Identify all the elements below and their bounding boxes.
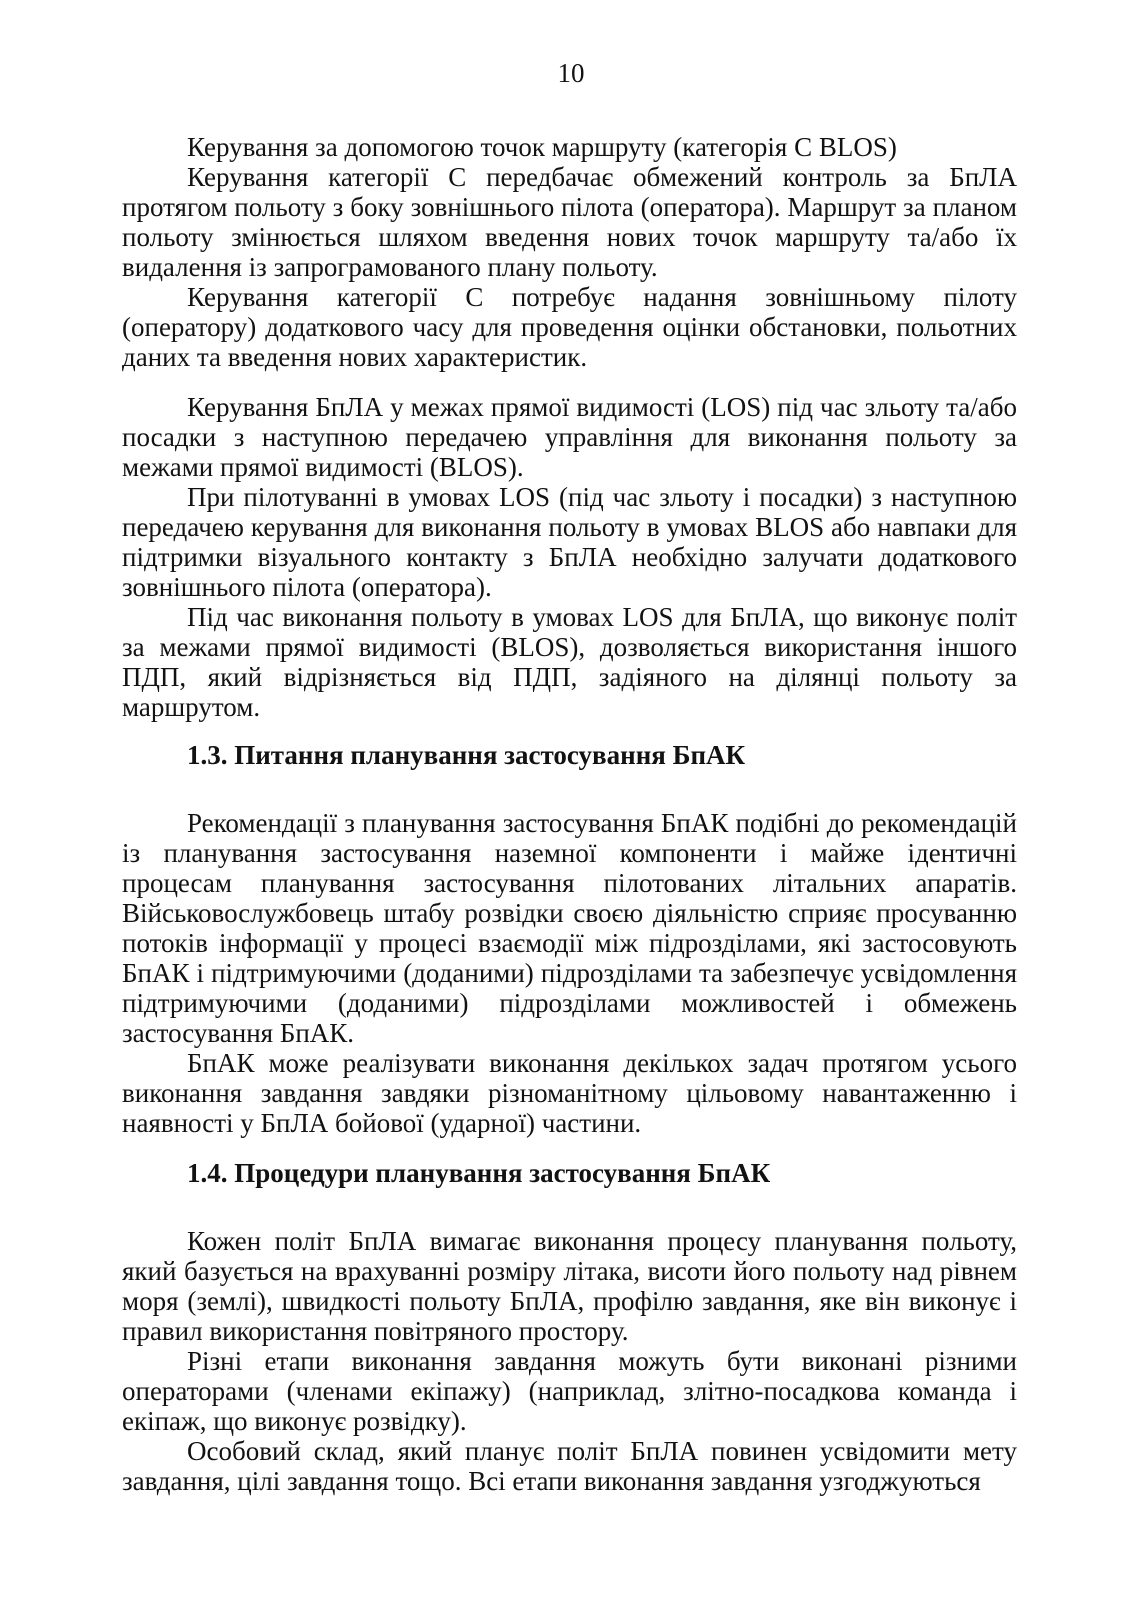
paragraph-flight-planning-process: Кожен політ БпЛА вимагає виконання процесу планування польоту, який базується на врахуванні розміру літака, висоти його польоту над рівнем моря (землі), швидкості польоту БпЛА, профілю завдання, яке він виконує і правил використання повітряного простору.	[122, 1226, 1017, 1346]
paragraph-waypoint-control: Керування за допомогою точок маршруту (категорія С BLOS)	[187, 132, 897, 162]
paragraph-los-flight-pdp: Під час виконання польоту в умовах LOS для БпЛА, що виконує політ за межами прямої видимості (BLOS), дозволяється використання іншого ПДП, який відрізняється від ПДП, задіяного на ділянці польоту за маршрутом.	[122, 602, 1017, 722]
paragraph-multiple-tasks: БпАК може реалізувати виконання декількох задач протягом усього виконання завдання завдяки різноманітному цільовому навантаженню і наявності у БпЛА бойової (ударної) частини.	[122, 1048, 1017, 1138]
paragraph-personnel-planning: Особовий склад, який планує політ БпЛА повинен усвідомити мету завдання, цілі завдання тощо. Всі етапи виконання завдання узгоджуються	[122, 1436, 1017, 1496]
paragraph-category-c-control: Керування категорії С передбачає обмежений контроль за БпЛА протягом польоту з боку зовнішнього пілота (оператора). Маршрут за планом польоту змінюється шляхом введення нових точок маршруту та/або їх видалення із запрограмованого плану польоту.	[122, 162, 1017, 282]
section-heading-1-3: 1.3. Питання планування застосування БпАК	[187, 740, 746, 770]
section-heading-1-4: 1.4. Процедури планування застосування БпАК	[187, 1158, 771, 1188]
page-body	[122, 132, 1017, 1496]
paragraph-planning-recommendations: Рекомендації з планування застосування БпАК подібні до рекомендацій із планування застосування наземної компоненти і майже ідентичні процесам планування застосування пілотованих літальних апаратів. Військовослужбовець штабу розвідки своєю діяльністю сприяє просуванню потоків інформації у процесі взаємодії між підрозділами, які застосовують БпАК і підтримуючими (доданими) підрозділами та забезпечує усвідомлення підтримуючими (доданими) підрозділами можливостей і обмежень застосування БпАК.	[122, 808, 1017, 1048]
paragraph-mission-stages: Різні етапи виконання завдання можуть бути виконані різними операторами (членами екіпажу) (наприклад, злітно-посадкова команда і екіпаж, що виконує розвідку).	[122, 1346, 1017, 1436]
paragraph-los-piloting: При пілотуванні в умовах LOS (під час зльоту і посадки) з наступною передачею керування для виконання польоту в умовах BLOS або навпаки для підтримки візуального контакту з БпЛА необхідно залучати додаткового зовнішнього пілота (оператора).	[122, 482, 1017, 602]
paragraph-category-c-time: Керування категорії С потребує надання зовнішньому пілоту (оператору) додаткового часу для проведення оцінки обстановки, польотних даних та введення нових характеристик.	[122, 282, 1017, 372]
paragraph-los-takeoff-handover: Керування БпЛА у межах прямої видимості (LOS) під час зльоту та/або посадки з наступною передачею управління для виконання польоту за межами прямої видимості (BLOS).	[122, 392, 1017, 482]
page-number: 10	[557, 58, 585, 88]
